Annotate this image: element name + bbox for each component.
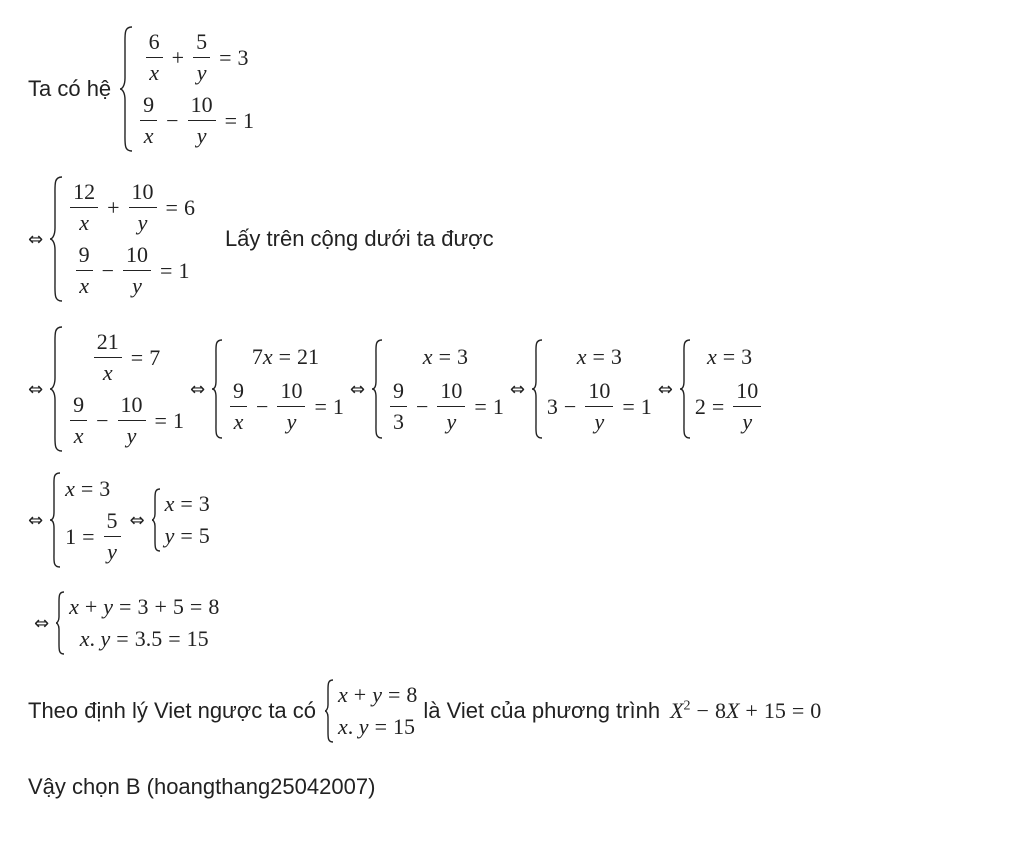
left-brace <box>371 339 383 439</box>
system-3b <box>211 339 344 439</box>
fraction: $\frac{5}{y}$ <box>193 30 210 85</box>
step-comment: Lấy trên cộng dưới ta được <box>224 226 494 251</box>
equation-row: 1 = $\frac{5}{y}$ <box>65 509 123 564</box>
equation-row: 7 x = 21 <box>251 343 320 369</box>
equivalence-symbol: ⇔ <box>189 378 206 400</box>
system-rows <box>227 339 344 439</box>
system-rows <box>67 326 184 452</box>
system-3e <box>679 339 764 439</box>
equivalence-symbol: ⇔ <box>34 612 50 634</box>
left-brace <box>49 326 63 452</box>
intro-text: Ta có hệ <box>28 76 112 101</box>
line-4 <box>28 470 210 570</box>
system-rows <box>69 591 219 655</box>
system-3c <box>371 339 504 439</box>
equation-row: x = 3 <box>164 491 210 516</box>
equivalence-symbol: ⇔ <box>28 228 44 250</box>
fraction: $\frac{10}{y}$ <box>123 243 151 298</box>
equation-row: $\frac{9}{x}$ − $\frac{10}{y}$ = 1 <box>227 379 344 434</box>
equation-row: x = 3 <box>422 343 468 369</box>
system-3d <box>531 339 652 439</box>
left-brace <box>324 679 334 743</box>
quadratic-equation: $X^2 - 8X + 15 = 0$ <box>670 698 822 723</box>
system-5 <box>55 591 219 655</box>
line-3 <box>28 322 764 456</box>
fraction: $\frac{12}{x}$ <box>70 180 98 235</box>
equation-row: $\frac{9}{x}$ − $\frac{10}{y}$ = 1 <box>137 93 254 148</box>
left-brace <box>49 176 63 302</box>
line-5 <box>34 590 219 656</box>
system-4b <box>151 488 210 552</box>
equation-row: 3 − $\frac{10}{y}$ = 1 <box>546 378 652 435</box>
line-6 <box>28 678 821 744</box>
system-rows <box>547 339 652 439</box>
viet-intro: Theo định lý Viet ngược ta có <box>28 698 317 723</box>
equation-row: $\frac{9}{3}$ − $\frac{10}{y}$ = 1 <box>387 379 504 434</box>
equation-row: x = 3 <box>65 475 111 501</box>
equivalence-symbol: ⇔ <box>509 378 525 400</box>
fraction: $\frac{5}{y}$ <box>104 509 121 564</box>
fraction: $\frac{21}{x}$ <box>94 330 122 385</box>
fraction: $\frac{6}{x}$ <box>146 30 163 85</box>
fraction: $\frac{10}{y}$ <box>733 379 761 434</box>
left-brace <box>531 339 543 439</box>
equation-row: x . y = 3.5 = 15 <box>79 626 209 651</box>
equivalence-symbol: ⇔ <box>28 509 44 531</box>
equation-row: 2 = $\frac{10}{y}$ <box>695 379 764 434</box>
fraction: $\frac{10}{y}$ <box>585 379 613 434</box>
equation-row: x = 3 <box>576 343 622 369</box>
line-7 <box>28 772 375 802</box>
conclusion-text: Vậy chọn B (hoangthang25042007) <box>28 774 376 799</box>
fraction: $\frac{9}{x}$ <box>140 93 157 148</box>
equation-row: x . y = 15 <box>338 714 415 739</box>
equivalence-symbol: ⇔ <box>349 378 365 400</box>
fraction: $\frac{10}{y}$ <box>277 379 305 434</box>
equation-row: $\frac{12}{x}$ + $\frac{10}{y}$ = 6 <box>67 180 195 235</box>
left-brace <box>55 591 65 655</box>
equation-row: $\frac{6}{x}$ + $\frac{5}{y}$ = 3 <box>137 30 254 85</box>
line-2 <box>28 172 494 306</box>
system-rows <box>65 472 123 568</box>
fraction: $\frac{9}{3}$ <box>390 379 407 434</box>
left-brace <box>211 339 223 439</box>
left-brace <box>49 472 61 568</box>
system-rows <box>67 176 195 302</box>
system-4a <box>49 472 123 568</box>
equation-row: x + y = 8 <box>338 682 418 707</box>
fraction: $\frac{9}{x}$ <box>230 379 247 434</box>
equation-row: x = 3 <box>706 343 753 369</box>
system-3a <box>49 326 184 452</box>
viet-middle: là Viet của phương trình <box>423 698 661 723</box>
fraction: $\frac{10}{y}$ <box>437 379 465 434</box>
system-rows <box>695 339 764 439</box>
system-rows <box>137 26 254 152</box>
system-1 <box>119 26 254 152</box>
equation-row: $\frac{9}{x}$ − $\frac{10}{y}$ = 1 <box>67 393 184 448</box>
system-rows <box>338 679 417 743</box>
fraction: $\frac{10}{y}$ <box>129 180 157 235</box>
fraction: $\frac{10}{y}$ <box>118 393 146 448</box>
line-1 <box>28 22 254 156</box>
fraction: $\frac{9}{x}$ <box>76 243 93 298</box>
equation-row: $\frac{21}{x}$ = 7 <box>67 330 184 385</box>
system-2 <box>49 176 195 302</box>
equation-row: y = 5 <box>164 523 210 548</box>
equation-row: $\frac{9}{x}$ − $\frac{10}{y}$ = 1 <box>67 243 195 298</box>
left-brace <box>119 26 133 152</box>
equivalence-symbol: ⇔ <box>657 378 673 400</box>
left-brace <box>679 339 691 439</box>
system-rows <box>387 339 504 439</box>
system-rows <box>165 488 210 552</box>
fraction: $\frac{9}{x}$ <box>70 393 87 448</box>
fraction: $\frac{10}{y}$ <box>188 93 216 148</box>
equivalence-symbol: ⇔ <box>28 378 44 400</box>
system-6 <box>324 679 417 743</box>
left-brace <box>151 488 161 552</box>
equivalence-symbol: ⇔ <box>129 509 145 531</box>
equation-row: x + y = 3 + 5 = 8 <box>69 594 220 619</box>
